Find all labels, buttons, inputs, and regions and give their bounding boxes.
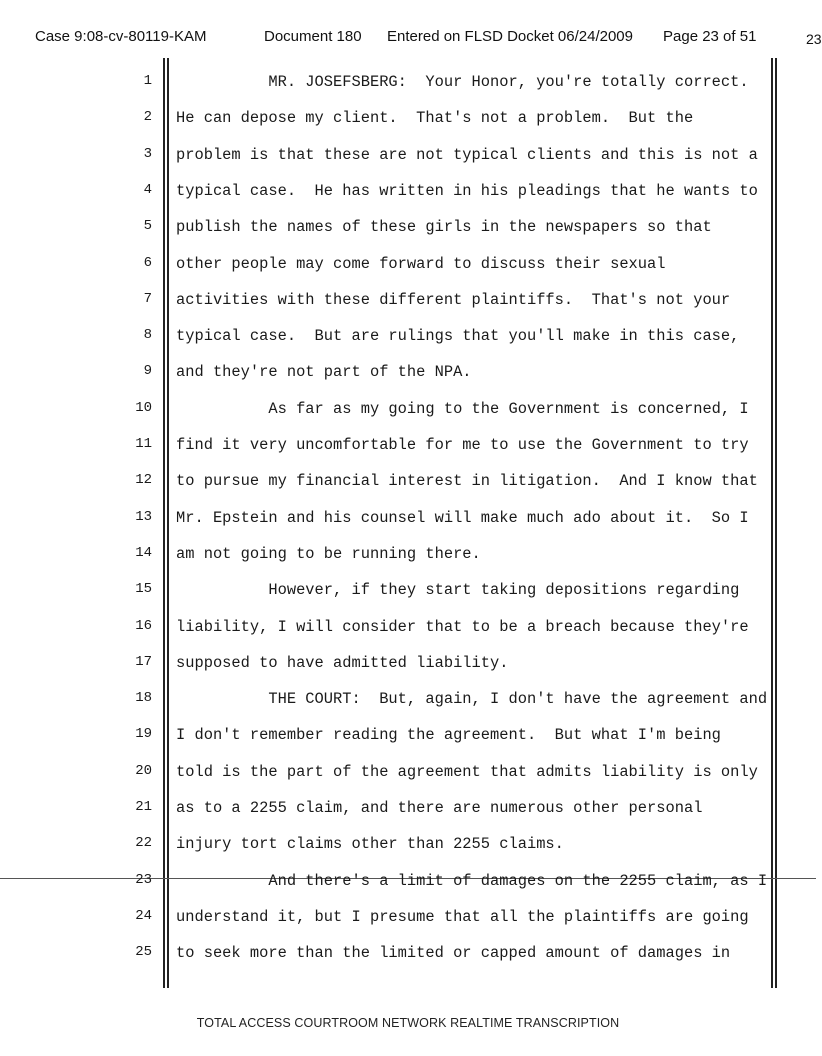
transcript-line (0, 472, 816, 508)
line-text: And there's a limit of damages on the 2255 claim, as I (176, 871, 768, 890)
transcript-line (0, 400, 816, 436)
transcript-line (0, 581, 816, 617)
transcript-line (0, 291, 816, 327)
line-text: as to a 2255 claim, and there are numerous other personal (176, 799, 703, 817)
line-text: told is the part of the agreement that admits liability is only (176, 762, 758, 781)
line-number: 19 (135, 726, 152, 743)
line-number: 2 (143, 109, 152, 126)
transcript-page-number: 23 (806, 31, 822, 47)
line-number: 16 (135, 617, 152, 634)
line-text: find it very uncomfortable for me to use the Government to try (176, 436, 749, 454)
line-text: As far as my going to the Government is concerned, I (176, 399, 749, 418)
line-text: am not going to be running there. (176, 544, 481, 563)
transcript-line (0, 654, 816, 690)
page-of-total: Page 23 of 51 (663, 28, 757, 45)
line-number: 7 (143, 290, 152, 307)
transcript-line (0, 363, 816, 399)
line-number: 24 (135, 907, 152, 924)
transcript-line (0, 835, 816, 871)
line-text: I don't remember reading the agreement. But what I'm being (176, 726, 721, 745)
line-text: Mr. Epstein and his counsel will make much ado about it. So I (176, 508, 749, 527)
line-number: 10 (135, 399, 152, 416)
transcript-line (0, 726, 816, 762)
transcript-line (0, 763, 816, 799)
line-text: THE COURT: But, again, I don't have the agreement and (176, 690, 768, 709)
line-text: problem is that these are not typical clients and this is not a (176, 145, 758, 164)
line-text: publish the names of these girls in the newspapers so that (176, 218, 712, 237)
line-number: 8 (143, 327, 152, 344)
line-number: 1 (143, 73, 152, 89)
footer-text: TOTAL ACCESS COURTROOM NETWORK REALTIME TRANSCRIPTION (196, 1016, 620, 1030)
line-number: 9 (143, 363, 152, 380)
transcript-line (0, 690, 816, 726)
docket-entry-date: Entered on FLSD Docket 06/24/2009 (387, 28, 633, 45)
line-text: to pursue my financial interest in litigation. And I know that (176, 472, 758, 491)
transcript-line (0, 908, 816, 944)
line-text: and they're not part of the NPA. (176, 363, 472, 382)
line-number: 21 (135, 799, 152, 815)
line-text: He can depose my client. That's not a problem. But the (176, 109, 694, 128)
line-text: typical case. He has written in his pleadings that he wants to (176, 181, 758, 200)
line-number: 3 (143, 145, 152, 162)
transcript-line (0, 182, 816, 218)
transcript-line (0, 545, 816, 581)
case-number: Case 9:08-cv-80119-KAM (35, 28, 207, 45)
line-number: 12 (135, 472, 152, 489)
transcript-line (0, 109, 816, 145)
line-text: injury tort claims other than 2255 claims. (176, 835, 564, 854)
transcript-line (0, 73, 816, 109)
line-number: 22 (135, 835, 152, 852)
line-text: liability, I will consider that to be a breach because they're (176, 617, 749, 636)
transcript-line (0, 944, 816, 980)
transcript-line (0, 218, 816, 254)
line-text: MR. JOSEFSBERG: Your Honor, you're totally correct. (176, 73, 749, 91)
line-number: 4 (143, 181, 152, 198)
line-number: 18 (135, 690, 152, 707)
line-text: activities with these different plaintiffs. That's not your (176, 290, 731, 309)
line-text: understand it, but I presume that all the plaintiffs are going (176, 907, 749, 926)
line-text: supposed to have admitted liability. (176, 653, 509, 672)
line-number: 11 (135, 436, 152, 452)
transcript-line (0, 255, 816, 291)
document-number: Document 180 (264, 28, 362, 45)
line-text: typical case. But are rulings that you'll make in this case, (176, 327, 740, 346)
line-number: 6 (143, 254, 152, 271)
line-number: 23 (135, 871, 152, 888)
line-number: 5 (143, 218, 152, 235)
transcript-line (0, 436, 816, 472)
line-text: However, if they start taking depositions regarding (176, 581, 740, 600)
transcript-line (0, 872, 816, 908)
line-number: 13 (135, 508, 152, 525)
transcript-line (0, 509, 816, 545)
line-text: other people may come forward to discuss their sexual (176, 254, 666, 273)
line-number: 25 (135, 944, 152, 961)
transcript-line (0, 327, 816, 363)
transcript-line (0, 799, 816, 835)
line-number: 15 (135, 581, 152, 598)
line-number: 17 (135, 653, 152, 670)
line-number: 14 (135, 544, 152, 561)
line-number: 20 (135, 762, 152, 779)
transcript-line (0, 618, 816, 654)
line-text: to seek more than the limited or capped amount of damages in (176, 944, 731, 963)
transcript-line (0, 146, 816, 182)
